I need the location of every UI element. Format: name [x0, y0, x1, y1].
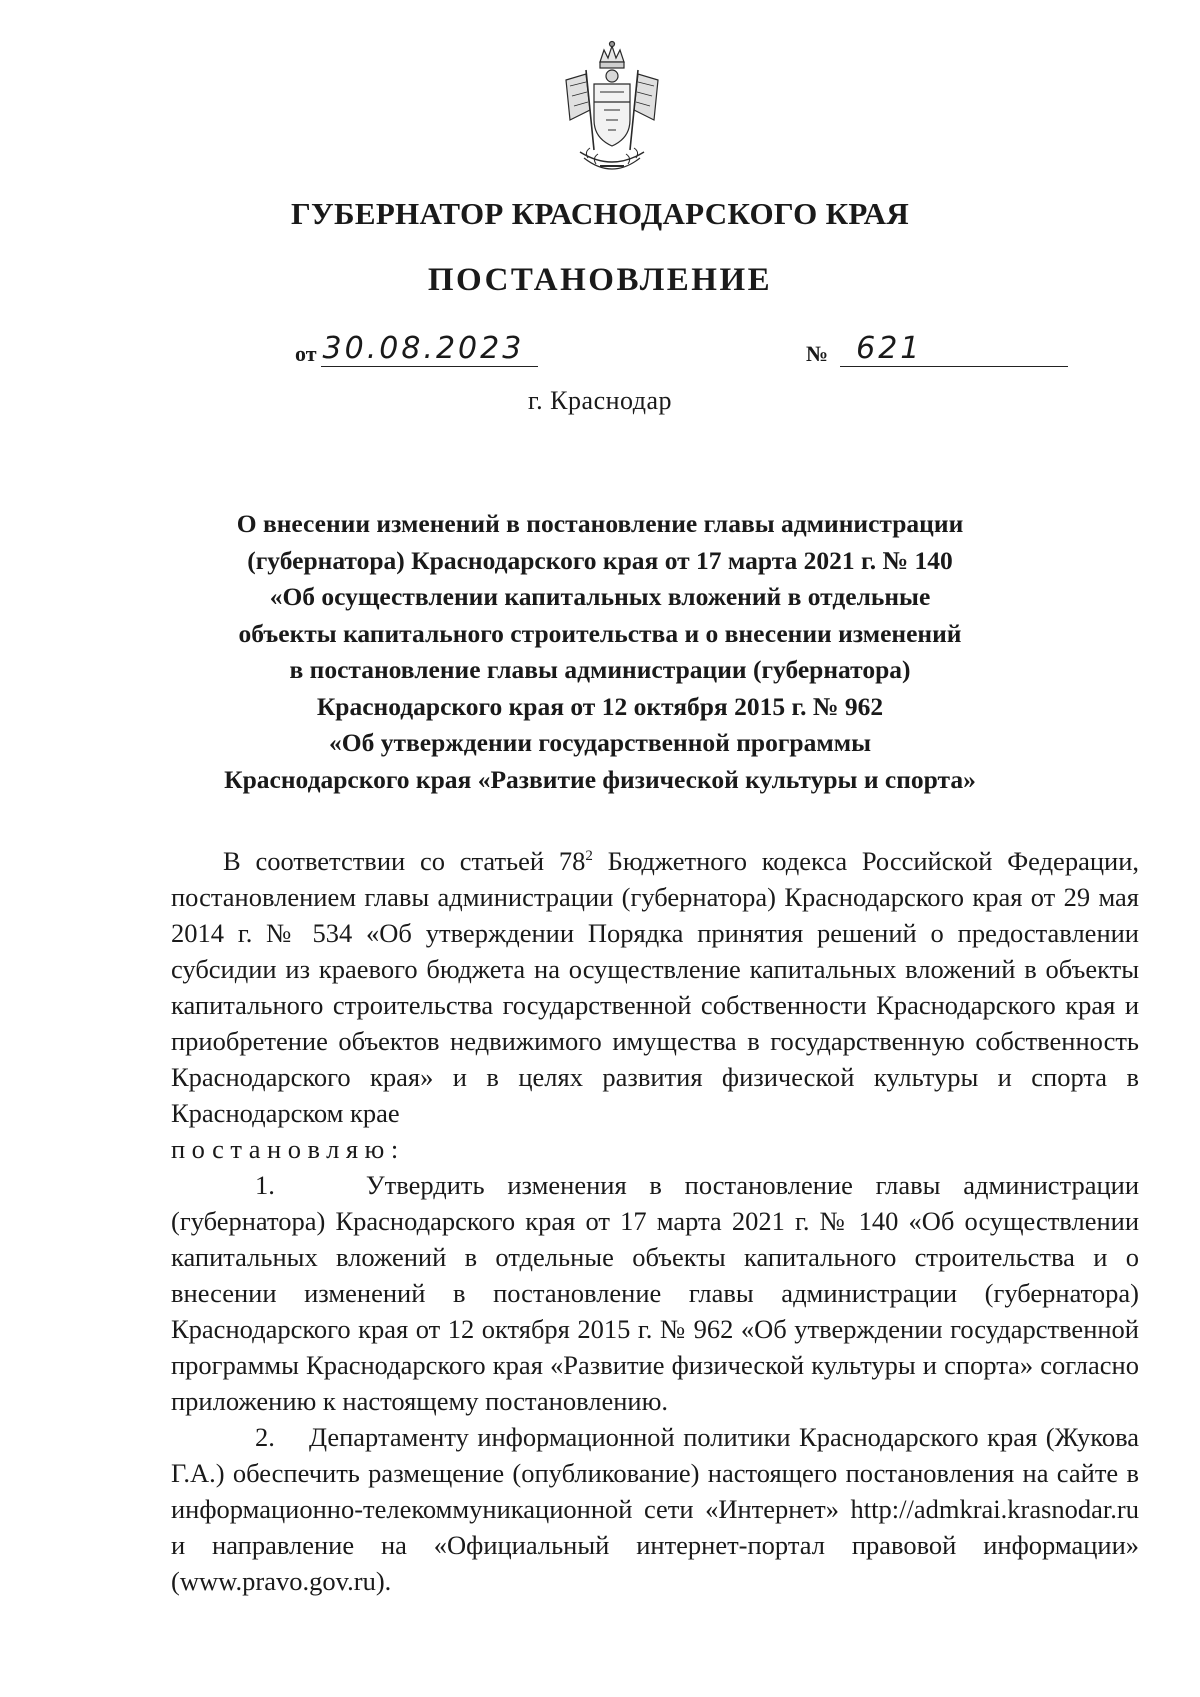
title-line: Краснодарского края «Развитие физической культуры и спорта»	[224, 764, 976, 794]
preamble-text-rest: Бюджетного кодекса Российской Федерации, постановлением главы администрации (губернатора) Краснодарского края от 29 мая 2014 г. № 534 «Об утверждении Порядка принятия решений о предоставлении субсидии из краевого бюджета на осуществление капитальных вложений в объекты капитального строительства государственной собственности Краснодарского края и приобретение объектов недвижимого имущества в государственную собственность Краснодарского края» и в целях развития физической культуры и спорта в Краснодарском крае	[171, 846, 1140, 1128]
city: г. Краснодар	[527, 386, 673, 415]
preamble-text-start: В соответствии со статьей 78	[223, 846, 586, 876]
document-body	[171, 843, 1139, 1599]
coat-of-arms-emblem	[556, 40, 668, 182]
item-number: 2.	[255, 1422, 275, 1452]
title-line: (губернатора) Краснодарского края от 17 марта 2021 г. № 140	[247, 545, 953, 575]
preamble-paragraph	[171, 843, 1139, 1131]
decree-item-1	[171, 1167, 1139, 1419]
decree-item-2	[171, 1419, 1139, 1599]
title-line: объекты капитального строительства и о внесении изменений	[238, 618, 962, 648]
title-line: Краснодарского края от 12 октября 2015 г. № 962	[316, 691, 884, 721]
decree-word	[171, 1131, 1139, 1167]
item-text: Департаменту информационной политики Краснодарского края (Жукова Г.А.) обеспечить размещение (опубликование) настоящего постановления на сайте в информационно-телекоммуникационной сети «Интернет» http://admkrai.krasnodar.ru и направление на «Официальный интернет-портал правовой информации» (www.pravo.gov.ru).	[171, 1422, 1139, 1596]
item-text: Утвердить изменения в постановление главы администрации (губернатора) Краснодарского края от 17 марта 2021 г. № 140 «Об осуществлении капитальных вложений в отдельные объекты капитального строительства и о внесении изменений в постановление главы администрации (губернатора) Краснодарского края от 12 октября 2015 г. № 962 «Об утверждении государственной программы Краснодарского края «Развитие физической культуры и спорта» согласно приложению к настоящему постановлению.	[171, 1170, 1140, 1416]
date-line	[295, 332, 538, 367]
document-title	[150, 506, 1050, 798]
decree-word-text: постановляю:	[171, 1134, 405, 1164]
document-type: ПОСТАНОВЛЕНИЕ	[427, 262, 773, 298]
item-number: 1.	[255, 1170, 275, 1200]
number-prefix: №	[806, 341, 829, 366]
title-line: в постановление главы администрации (губернатора)	[289, 655, 911, 684]
handwritten-number: 621	[840, 332, 1068, 367]
article-superscript: 2	[585, 848, 593, 865]
handwritten-date: 30.08.2023	[321, 332, 538, 367]
title-line: О внесении изменений в постановление главы администрации	[236, 509, 964, 538]
number-line	[806, 332, 1068, 367]
date-prefix: от	[295, 341, 317, 366]
title-line: «Об осуществлении капитальных вложений в отдельные	[269, 582, 931, 611]
issuing-authority: ГУБЕРНАТОР КРАСНОДАРСКОГО КРАЯ	[290, 196, 910, 231]
title-line: «Об утверждении государственной программы	[329, 728, 871, 757]
